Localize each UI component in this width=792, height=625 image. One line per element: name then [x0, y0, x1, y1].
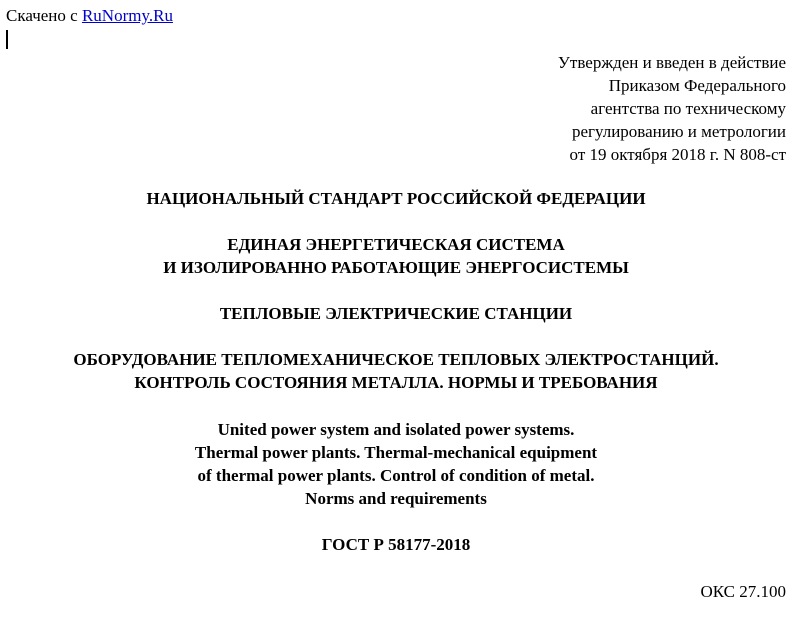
source-line	[6, 6, 173, 26]
standard-designation-text: ГОСТ Р 58177-2018	[321, 535, 471, 554]
english-title-line: of thermal power plants. Control of condition of metal.	[197, 466, 595, 485]
stations-heading	[0, 302, 792, 325]
system-heading-line: ЕДИНАЯ ЭНЕРГЕТИЧЕСКАЯ СИСТЕМА	[227, 235, 565, 254]
standard-type-text: НАЦИОНАЛЬНЫЙ СТАНДАРТ РОССИЙСКОЙ ФЕДЕРАЦИИ	[146, 189, 646, 208]
system-heading	[0, 233, 792, 279]
approval-line: Приказом Федерального	[608, 76, 786, 95]
approval-line: Утвержден и введен в действие	[557, 53, 786, 72]
document-title	[0, 348, 792, 394]
approval-line: агентства по техническому	[590, 99, 786, 118]
source-link[interactable]: RuNormy.Ru	[81, 6, 173, 25]
system-heading-line: И ИЗОЛИРОВАННО РАБОТАЮЩИЕ ЭНЕРГОСИСТЕМЫ	[163, 258, 629, 277]
source-prefix: Скачено с	[6, 6, 82, 25]
document-title-line: КОНТРОЛЬ СОСТОЯНИЯ МЕТАЛЛА. НОРМЫ И ТРЕБОВАНИЯ	[134, 373, 658, 392]
stations-heading-text: ТЕПЛОВЫЕ ЭЛЕКТРИЧЕСКИЕ СТАНЦИИ	[219, 304, 573, 323]
document-title-line: ОБОРУДОВАНИЕ ТЕПЛОМЕХАНИЧЕСКОЕ ТЕПЛОВЫХ ЭЛЕКТРОСТАНЦИЙ.	[73, 350, 719, 369]
classification-code: ОКС 27.100	[700, 582, 786, 601]
approval-line: регулированию и метрологии	[571, 122, 786, 141]
english-title-line: Thermal power plants. Thermal-mechanical equipment	[194, 443, 598, 462]
text-cursor	[6, 30, 8, 49]
english-title	[0, 418, 792, 510]
standard-designation	[0, 533, 792, 556]
english-title-line: United power system and isolated power systems.	[217, 420, 575, 439]
approval-line: от 19 октября 2018 г. N 808-ст	[569, 145, 786, 164]
english-title-line: Norms and requirements	[305, 489, 487, 508]
standard-type-heading	[0, 187, 792, 210]
approval-block	[558, 51, 786, 166]
